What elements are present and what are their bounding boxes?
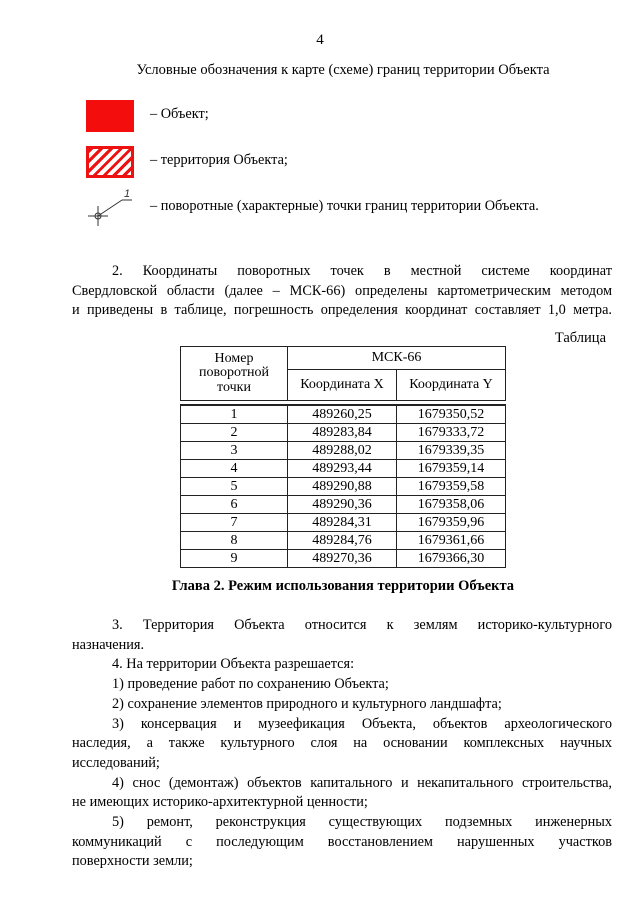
clause-4: 4. На территории Объекта разрешается: — [112, 656, 355, 673]
coordinate-x-cell: 489288,02 — [288, 442, 397, 460]
legend-item-territory — [86, 146, 606, 180]
point-number-cell: 2 — [181, 424, 288, 442]
chapter-2-title: Глава 2. Режим использования территории Объекта — [171, 578, 515, 594]
coordinates-table — [180, 346, 506, 568]
coordinate-y-cell: 1679333,72 — [397, 424, 506, 442]
header-coordinate-system: МСК-66 — [288, 347, 506, 370]
point-number-cell: 8 — [181, 532, 288, 550]
legend-item-turning-points — [86, 188, 606, 226]
turning-point-marker-label: 1 — [124, 188, 131, 200]
coordinate-x-cell: 489284,31 — [288, 514, 397, 532]
coordinate-x-cell: 489290,88 — [288, 478, 397, 496]
legend-item-label: – Объект; — [150, 106, 209, 122]
coordinate-y-cell: 1679359,14 — [397, 460, 506, 478]
chapter-2-body: 3. Территория Объекта относится к землям историко-культурного назначения. 4. На территории Объекта разрешается: 1) проведение работ по сохранению Объекта; 2) сохранение элементов природного и культурного ландшафта; 3) консервация и музеефикация Объекта, объектов археологического наследия, а также культурного слоя на основании комплексных научных исследований; 4) снос (демонтаж) объектов капитального и некапитального строительства, не имеющих историко-архитектурной ценности; 5) ремонт, реконструкция существующих подземных инженерных коммуникаций с последующим восстановлением нарушенных участков поверхности земли; — [72, 617, 612, 870]
legend-item-label: – поворотные (характерные) точки границ территории Объекта. — [150, 198, 539, 214]
list-item: 1) проведение работ по сохранению Объекта; — [112, 676, 389, 693]
point-number-cell: 5 — [181, 478, 288, 496]
object-symbol-icon — [86, 100, 134, 132]
point-number-cell: 9 — [181, 550, 288, 568]
clause-3: 3. Территория Объекта относится к землям историко-культурного — [112, 617, 612, 633]
table-row — [181, 550, 506, 568]
point-number-cell: 3 — [181, 442, 288, 460]
header-coordinate-x: Координата X — [288, 370, 397, 401]
point-number-cell: 6 — [181, 496, 288, 514]
legend-item-label: – территория Объекта; — [150, 152, 288, 168]
coordinate-x-cell: 489270,36 — [288, 550, 397, 568]
territory-hatch-icon — [86, 146, 134, 178]
coordinate-y-cell: 1679359,96 — [397, 514, 506, 532]
table-row — [181, 496, 506, 514]
coordinate-x-cell: 489290,36 — [288, 496, 397, 514]
section-2-paragraph: 2. Координаты поворотных точек в местной системе координат Свердловской области (далее – МСК-66) определены картометрическим методом и приведены в таблице, погрешность определения координат составляет 1,0 метра. — [72, 263, 612, 319]
list-item: 4) снос (демонтаж) объектов капитального и некапитального строительства, — [112, 774, 612, 791]
coordinate-x-cell: 489293,44 — [288, 460, 397, 478]
point-number-cell: 1 — [181, 405, 288, 424]
turning-point-marker-icon — [86, 186, 134, 230]
coordinate-y-cell: 1679359,58 — [397, 478, 506, 496]
table-caption: Таблица — [554, 330, 606, 346]
list-item: 2) сохранение элементов природного и культурного ландшафта; — [112, 695, 502, 712]
coordinate-y-cell: 1679350,52 — [397, 405, 506, 424]
coordinate-y-cell: 1679339,35 — [397, 442, 506, 460]
coordinate-y-cell: 1679366,30 — [397, 550, 506, 568]
header-coordinate-y: Координата Y — [397, 370, 506, 401]
coordinate-y-cell: 1679358,06 — [397, 496, 506, 514]
table-row — [181, 424, 506, 442]
coordinate-x-cell: 489260,25 — [288, 405, 397, 424]
table-row — [181, 478, 506, 496]
table-row — [181, 514, 506, 532]
table-row — [181, 532, 506, 550]
list-item: 5) ремонт, реконструкция существующих подземных инженерных — [112, 814, 612, 831]
point-number-cell: 7 — [181, 514, 288, 532]
page-number: 4 — [316, 32, 324, 48]
legend-item-object — [86, 100, 606, 134]
table-row — [181, 442, 506, 460]
coordinate-x-cell: 489284,76 — [288, 532, 397, 550]
coordinate-x-cell: 489283,84 — [288, 424, 397, 442]
point-number-cell: 4 — [181, 460, 288, 478]
legend-title: Условные обозначения к карте (схеме) границ территории Объекта — [136, 62, 550, 78]
table-row — [181, 460, 506, 478]
table-row — [181, 405, 506, 424]
coordinate-y-cell: 1679361,66 — [397, 532, 506, 550]
header-point-number: Номер поворотной точки — [181, 347, 288, 401]
list-item: 3) консервация и музеефикация Объекта, объектов археологического — [112, 715, 612, 732]
